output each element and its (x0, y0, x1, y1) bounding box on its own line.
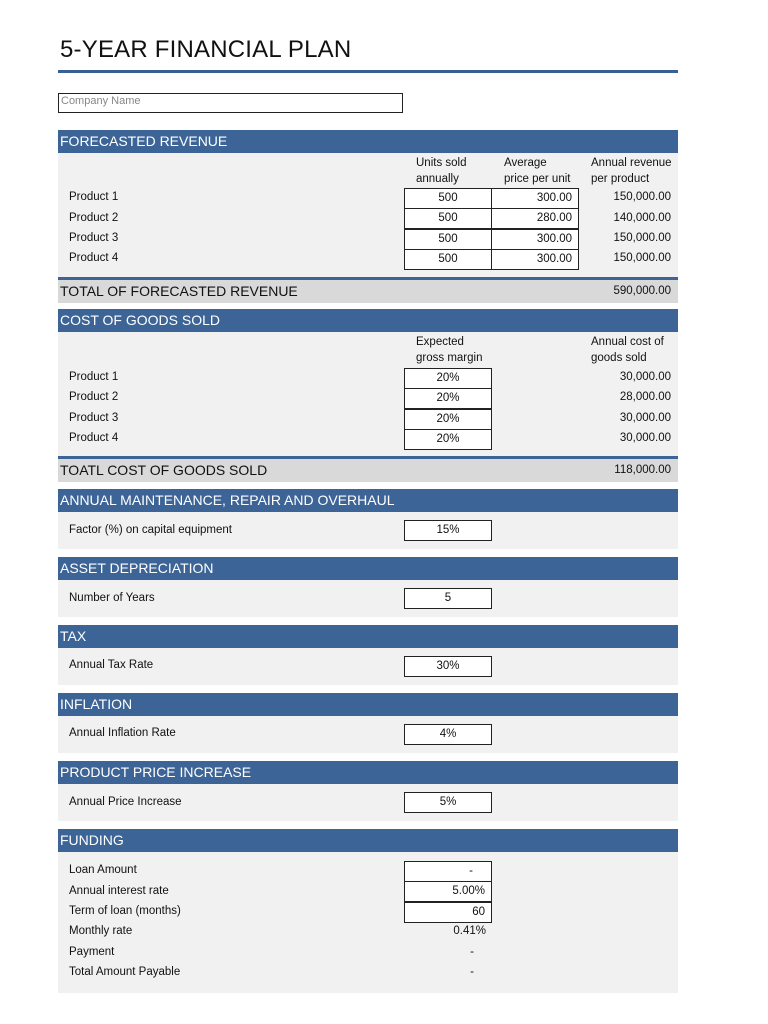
maintenance-factor-input[interactable]: 15% (404, 520, 492, 541)
units-input[interactable]: 500 (404, 208, 492, 229)
inflation-rate-label: Annual Inflation Rate (69, 727, 176, 739)
price-input[interactable]: 300.00 (491, 229, 579, 250)
tax-rate-input[interactable]: 30% (404, 656, 492, 677)
annual-revenue-value: 150,000.00 (613, 252, 671, 264)
total-payable-label: Total Amount Payable (69, 966, 181, 978)
interest-rate-label: Annual interest rate (69, 885, 169, 897)
cogs-product-label: Product 1 (69, 371, 119, 383)
cogs-total-label: TOATL COST OF GOODS SOLD (60, 462, 268, 478)
title-divider (58, 70, 678, 73)
loan-amount-input[interactable]: - (404, 861, 492, 882)
margin-input[interactable]: 20% (404, 368, 492, 389)
annual-revenue-value: 150,000.00 (613, 232, 671, 244)
annual-revenue-column-header: Annual revenue per product (591, 157, 672, 185)
annual-revenue-value: 140,000.00 (613, 212, 671, 224)
cogs-product-label: Product 4 (69, 432, 119, 444)
revenue-product-label: Product 4 (69, 252, 119, 264)
revenue-product-label: Product 1 (69, 191, 119, 203)
units-input[interactable]: 500 (404, 188, 492, 209)
maintenance-factor-label: Factor (%) on capital equipment (69, 524, 232, 536)
cogs-total-row (58, 456, 678, 482)
annual-cost-value: 30,000.00 (619, 432, 671, 444)
price-column-header: Average price per unit (504, 157, 571, 185)
revenue-product-label: Product 2 (69, 212, 119, 224)
price-increase-section-header: PRODUCT PRICE INCREASE (58, 761, 678, 784)
interest-rate-input[interactable]: 5.00% (404, 881, 492, 902)
price-increase-input[interactable]: 5% (404, 792, 492, 813)
margin-input[interactable]: 20% (404, 429, 492, 450)
cogs-product-label: Product 3 (69, 412, 119, 424)
margin-column-header: Expected gross margin (416, 336, 483, 364)
price-input[interactable]: 280.00 (491, 208, 579, 229)
revenue-total-label: TOTAL OF FORECASTED REVENUE (60, 283, 298, 299)
inflation-rate-input[interactable]: 4% (404, 724, 492, 745)
depreciation-years-input[interactable]: 5 (404, 588, 492, 609)
annual-cost-value: 28,000.00 (619, 391, 671, 403)
margin-input[interactable]: 20% (404, 409, 492, 430)
units-input[interactable]: 500 (404, 249, 492, 270)
total-payable-value: - (470, 966, 474, 978)
annual-cost-value: 30,000.00 (619, 371, 671, 383)
price-increase-label: Annual Price Increase (69, 796, 182, 808)
depreciation-section-header: ASSET DEPRECIATION (58, 557, 678, 580)
monthly-rate-label: Monthly rate (69, 925, 133, 937)
maintenance-section-header: ANNUAL MAINTENANCE, REPAIR AND OVERHAUL (58, 489, 678, 512)
inflation-section-header: INFLATION (58, 693, 678, 716)
monthly-rate-value: 0.41% (453, 925, 486, 937)
loan-term-input[interactable]: 60 (404, 902, 492, 923)
company-name-input[interactable]: Company Name (58, 93, 403, 113)
loan-term-label: Term of loan (months) (69, 905, 181, 917)
cogs-total-value: 118,000.00 (614, 464, 671, 476)
revenue-product-label: Product 3 (69, 232, 119, 244)
tax-rate-label: Annual Tax Rate (69, 659, 154, 671)
annual-cost-value: 30,000.00 (619, 412, 671, 424)
funding-section-header: FUNDING (58, 829, 678, 852)
revenue-total-row (58, 277, 678, 303)
payment-value: - (470, 946, 474, 958)
cogs-section-header: COST OF GOODS SOLD (58, 309, 678, 332)
revenue-total-value: 590,000.00 (613, 285, 671, 297)
page-title: 5-YEAR FINANCIAL PLAN (60, 36, 352, 63)
tax-section-header: TAX (58, 625, 678, 648)
units-input[interactable]: 500 (404, 229, 492, 250)
revenue-section-header: FORECASTED REVENUE (58, 130, 678, 153)
margin-input[interactable]: 20% (404, 388, 492, 409)
payment-label: Payment (69, 946, 115, 958)
annual-revenue-value: 150,000.00 (613, 191, 671, 203)
units-column-header: Units sold annually (416, 157, 467, 185)
annual-cost-column-header: Annual cost of goods sold (591, 336, 664, 364)
loan-amount-label: Loan Amount (69, 864, 137, 876)
price-input[interactable]: 300.00 (491, 188, 579, 209)
depreciation-years-label: Number of Years (69, 592, 155, 604)
price-input[interactable]: 300.00 (491, 249, 579, 270)
cogs-product-label: Product 2 (69, 391, 119, 403)
